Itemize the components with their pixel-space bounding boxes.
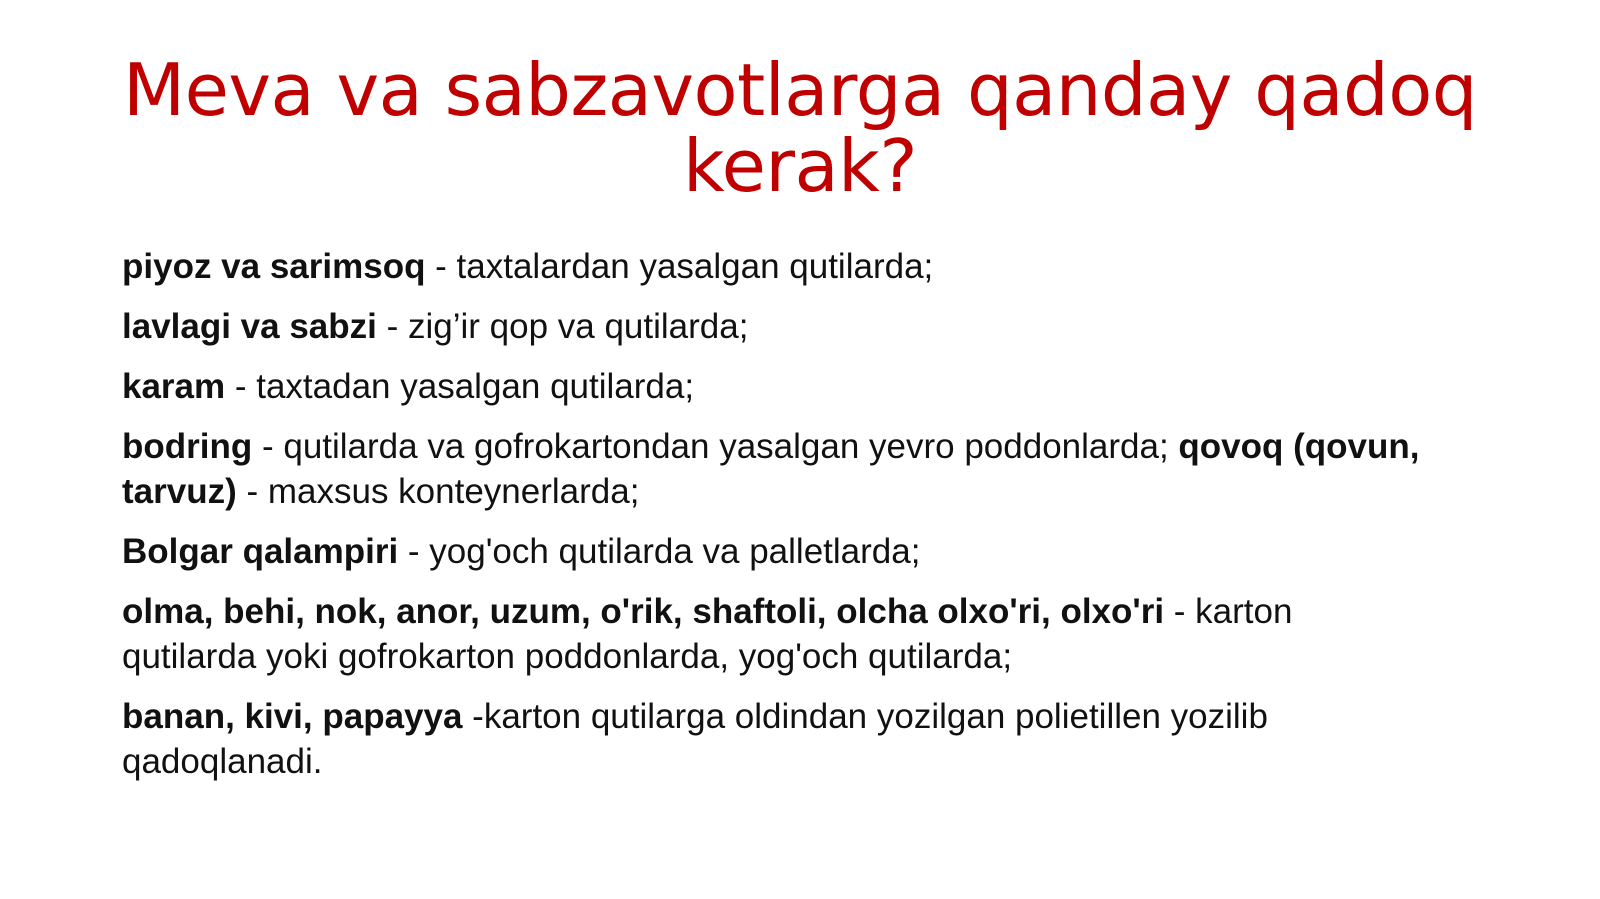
- item-description: - maxsus konteynerlarda;: [236, 472, 640, 511]
- item-name: lavlagi va sabzi: [122, 307, 377, 346]
- item-description: - karton qutilarda yoki gofrokarton poddonlarda, yog'och qutilarda;: [122, 592, 1293, 676]
- item-name: piyoz va sarimsoq: [122, 247, 426, 286]
- slide-body: [122, 244, 1422, 799]
- item-description: - yog'och qutilarda va palletlarda;: [398, 532, 921, 571]
- item-name: karam: [122, 367, 226, 406]
- item-description: - zig’ir qop va qutilarda;: [376, 307, 749, 346]
- item-name: bodring: [122, 427, 253, 466]
- item-name: qovoq (qovun, tarvuz): [122, 427, 1420, 511]
- paragraph-beet-carrot: [122, 304, 1422, 349]
- item-name: Bolgar qalampiri: [122, 532, 399, 571]
- item-name: banan, kivi, papayya: [122, 697, 463, 736]
- paragraph-onion-garlic: [122, 244, 1422, 289]
- item-description: - taxtalardan yasalgan qutilarda;: [425, 247, 934, 286]
- paragraph-bell-pepper: [122, 529, 1422, 574]
- item-description: - taxtadan yasalgan qutilarda;: [225, 367, 695, 406]
- item-name: olma, behi, nok, anor, uzum, o'rik, shaftoli, olcha olxo'ri, olxo'ri: [122, 592, 1165, 631]
- slide-title: Meva va sabzavotlarga qanday qadoq kerak?: [122, 48, 1478, 208]
- item-description: -karton qutilarga oldindan yozilgan polietillen yozilib qadoqlanadi.: [122, 697, 1268, 781]
- paragraph-cabbage: [122, 364, 1422, 409]
- paragraph-cucumber-pumpkin: [122, 424, 1422, 514]
- item-description: - qutilarda va gofrokartondan yasalgan yevro poddonlarda;: [252, 427, 1179, 466]
- paragraph-tropical-fruits: [122, 694, 1422, 784]
- paragraph-fruits: [122, 589, 1422, 679]
